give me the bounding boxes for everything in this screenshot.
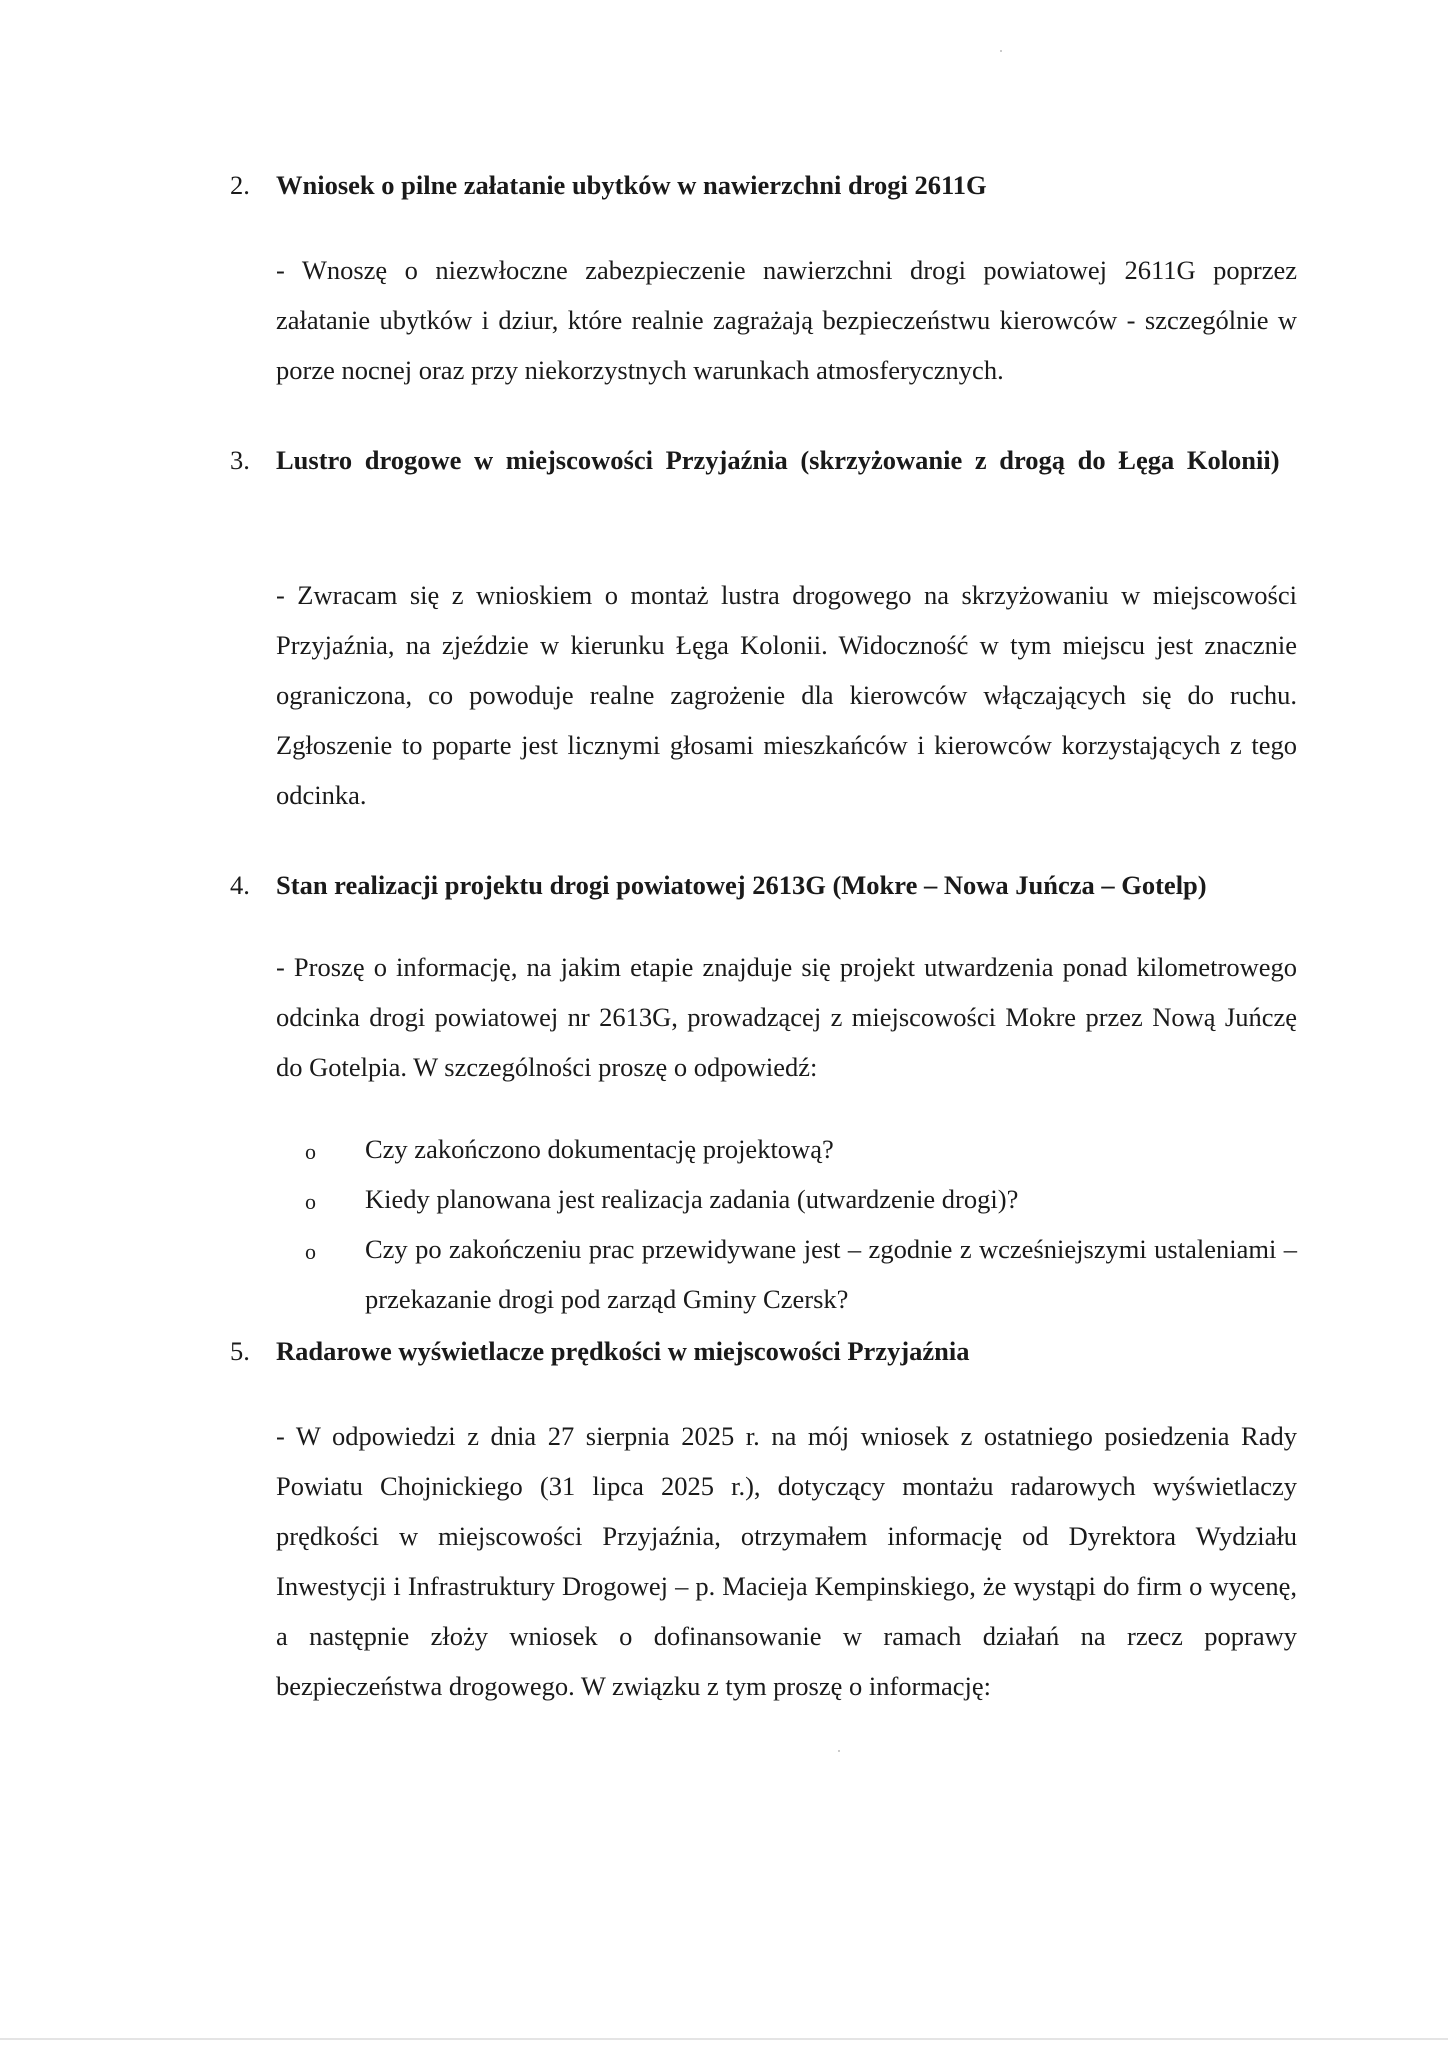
bullet-item-1: Czy zakończono dokumentację projektową? [365,1134,834,1164]
scan-speck [838,1750,840,1752]
section-2-heading [230,160,1300,210]
section-5-paragraph: - W odpowiedzi z dnia 27 sierpnia 2025 r. na mój wniosek z ostatniego posiedzenia Rady Powiatu Chojnickiego (31 lipca 2025 r.), dotyczący montażu radarowych wyświetlaczy prędkości w miejscowości Przyjaźnia, otrzymałem informację od Dyrektora Wydziału Inwestycji i Infrastruktury Drogowej – p. Macieja Kempinskiego, że wystąpi do firm o wycenę, a następnie złoży wniosek o dofinansowanie w ramach działań na rzecz poprawy bezpieczeństwa drogowego. W związku z tym proszę o informację: [276,1421,1297,1701]
section-2-paragraph: - Wnoszę o niezwłoczne zabezpieczenie nawierzchni drogi powiatowej 2611G poprzez załatanie ubytków i dziur, które realnie zagrażają bezpieczeństwu kierowców - szczególnie w porze nocnej oraz przy niekorzystnych warunkach atmosferycznych. [276,255,1297,385]
bullet-marker: o [305,1139,316,1164]
section-3-paragraph: - Zwracam się z wnioskiem o montaż lustra drogowego na skrzyżowaniu w miejscowości Przyjaźnia, na zjeździe w kierunku Łęga Kolonii. Widoczność w tym miejscu jest znacznie ograniczona, co powoduje realne zagrożenie dla kierowców włączających się do ruchu. Zgłoszenie to poparte jest licznymi głosami mieszkańców i kierowców korzystających z tego odcinka. [276,580,1297,810]
section-5-body [276,1411,1297,1711]
section-3-title: Lustro drogowe w miejscowości Przyjaźnia (skrzyżowanie z drogą do Łęga Kolonii) [276,445,1280,475]
scan-speck [1000,50,1002,52]
section-4-heading [230,860,1300,910]
section-4-title: Stan realizacji projektu drogi powiatowej 2613G (Mokre – Nowa Juńcza – Gotelp) [276,870,1207,900]
section-2-number: 2. [230,170,250,200]
bullet-marker: o [305,1189,316,1214]
section-4-body [276,942,1297,1092]
section-2-body [276,245,1297,395]
section-5-heading [230,1326,1300,1376]
bullet-item-2: Kiedy planowana jest realizacja zadania (utwardzenie drogi)? [365,1184,1019,1214]
section-5-title: Radarowe wyświetlacze prędkości w miejscowości Przyjaźnia [276,1336,970,1366]
bullet-item-3: Czy po zakończeniu prac przewidywane jest – zgodnie z wcześniejszymi ustaleniami – przekazanie drogi pod zarząd Gminy Czersk? [365,1234,1297,1314]
scan-bottom-edge [0,2038,1448,2040]
section-2-title: Wniosek o pilne załatanie ubytków w nawierzchni drogi 2611G [276,170,987,200]
bullet-marker: o [305,1239,316,1264]
section-3-body [276,570,1297,820]
section-4-number: 4. [230,870,250,900]
section-4-paragraph: - Proszę o informację, na jakim etapie znajduje się projekt utwardzenia ponad kilometrowego odcinka drogi powiatowej nr 2613G, prowadzącej z miejscowości Mokre przez Nową Juńczę do Gotelpia. W szczególności proszę o odpowiedź: [276,952,1297,1082]
section-3-heading [230,435,1300,535]
section-5-number: 5. [230,1336,250,1366]
section-3-number: 3. [230,445,250,475]
